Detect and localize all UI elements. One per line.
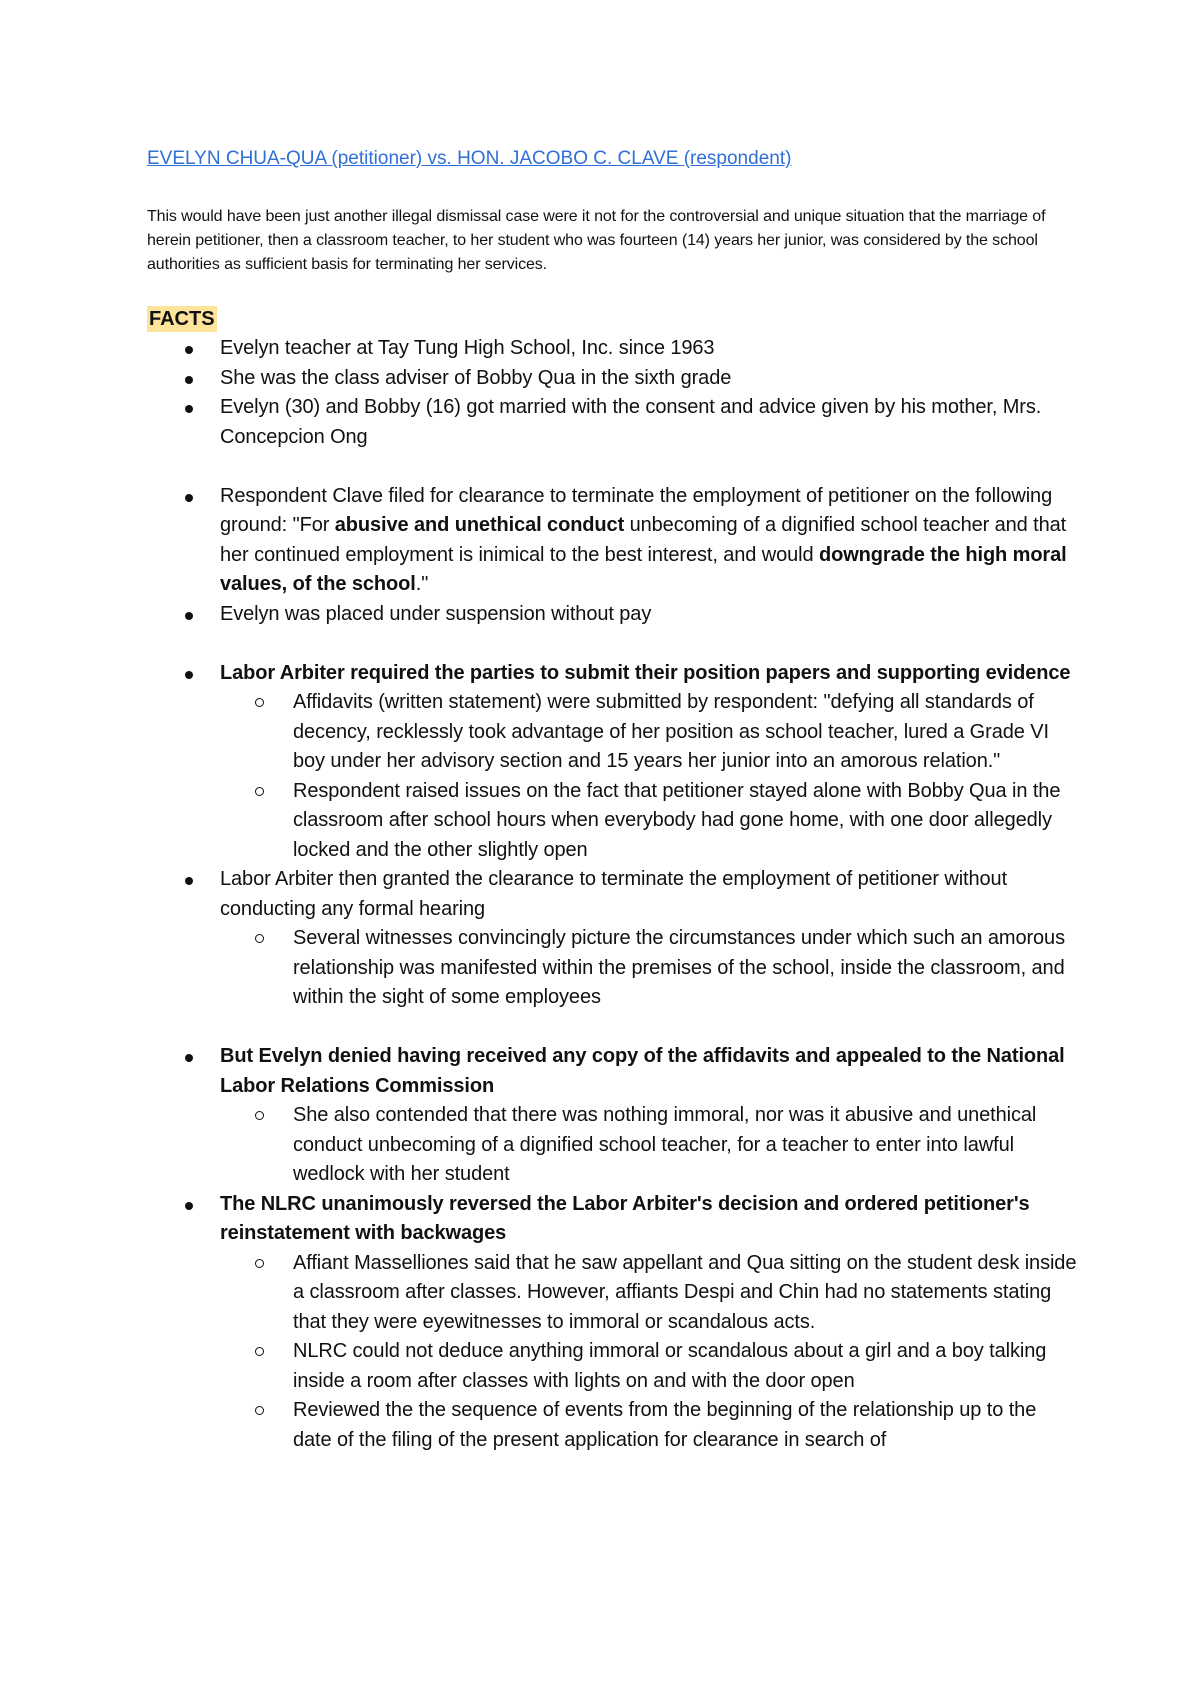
list-item xyxy=(147,865,1077,1013)
sub-list-item xyxy=(220,1101,1077,1190)
intro-paragraph: This would have been just another illegal dismissal case were it not for the controversial and unique situation that the marriage of herein petitioner, then a classroom teacher, to her student who was fourteen (14) years her junior, was considered by the school authorities as sufficient basis for terminating her services. xyxy=(147,208,1046,273)
text-segment: Respondent Clave filed for clearance to terminate the employment of petitioner on the following ground: "For xyxy=(220,484,1053,536)
list-item-text: But Evelyn denied having received any copy of the affidavits and appealed to the National Labor Relations Commission xyxy=(220,1045,1065,1097)
sub-list-item xyxy=(220,1396,1077,1455)
sub-list xyxy=(220,924,1077,1013)
bold-text-segment: downgrade the high moral values, of the school xyxy=(220,543,1067,595)
sub-list-item xyxy=(220,1249,1077,1338)
sub-list-item-text: Several witnesses convincingly picture the circumstances under which such an amorous relationship was manifested within the premises of the school, inside the classroom, and within the sight of some employees xyxy=(293,927,1065,1008)
sub-list-item xyxy=(220,1337,1077,1396)
sub-list-item xyxy=(220,924,1077,1013)
sub-list-item-text: She also contended that there was nothing immoral, nor was it abusive and unethical conduct unbecoming of a dignified school teacher, for a teacher to enter into lawful wedlock with her student xyxy=(293,1104,1037,1185)
sub-list-item-text: Reviewed the the sequence of events from the beginning of the relationship up to the date of the filing of the present application for clearance in search of xyxy=(293,1399,1037,1451)
case-title-link[interactable]: EVELYN CHUA-QUA (petitioner) vs. HON. JACOBO C. CLAVE (respondent) xyxy=(147,148,792,169)
list-item xyxy=(147,600,1077,630)
list-item xyxy=(147,334,1077,364)
list-item-text: Evelyn teacher at Tay Tung High School, Inc. since 1963 xyxy=(220,337,715,359)
list-item xyxy=(147,659,1077,866)
list-item-text: She was the class adviser of Bobby Qua in the sixth grade xyxy=(220,366,732,389)
list-item xyxy=(147,482,1077,600)
text-segment: ." xyxy=(415,573,429,595)
sub-list-item xyxy=(220,688,1077,777)
sub-list xyxy=(220,1101,1077,1190)
list-item xyxy=(147,1190,1077,1456)
list-item xyxy=(147,364,1077,394)
sub-list xyxy=(220,688,1077,865)
sub-list-item-text: NLRC could not deduce anything immoral or scandalous about a girl and a boy talking inside a room after classes with lights on and with the door open xyxy=(293,1340,1047,1392)
list-item-text: Evelyn was placed under suspension without pay xyxy=(220,602,652,625)
list-item-text: The NLRC unanimously reversed the Labor Arbiter's decision and ordered petitioner's reinstatement with backwages xyxy=(220,1192,1030,1244)
sub-list-item-text: Affidavits (written statement) were submitted by respondent: "defying all standards of decency, recklessly took advantage of her position as school teacher, lured a Grade VI boy under her advisory section and 15 years her junior into an amorous relation." xyxy=(293,691,1049,772)
list-item-text: Labor Arbiter required the parties to submit their position papers and supporting evidence xyxy=(220,661,1071,684)
list-item-text: Evelyn (30) and Bobby (16) got married with the consent and advice given by his mother, Mrs. Concepcion Ong xyxy=(220,396,1042,448)
list-item xyxy=(147,393,1077,452)
sub-list-item-text: Affiant Masselliones said that he saw appellant and Qua sitting on the student desk inside a classroom after classes. However, affiants Despi and Chin had no statements stating that they were eyewitnesses to immoral or scandalous acts. xyxy=(293,1251,1077,1333)
facts-list xyxy=(147,334,1077,1455)
list-item-text: Labor Arbiter then granted the clearance to terminate the employment of petitioner without conducting any formal hearing xyxy=(220,868,1008,920)
list-item xyxy=(147,1042,1077,1190)
sub-list-item xyxy=(220,777,1077,866)
text-segment: unbecoming of a dignified school teacher and that her continued employment is inimical to the best interest, and would xyxy=(220,514,1067,566)
facts-heading: FACTS xyxy=(149,308,215,330)
sub-list xyxy=(220,1249,1077,1456)
sub-list-item-text: Respondent raised issues on the fact that petitioner stayed alone with Bobby Qua in the classroom after school hours when everybody had gone home, with one door allegedly locked and the other slightly open xyxy=(293,779,1061,861)
bold-text-segment: abusive and unethical conduct xyxy=(334,514,625,536)
